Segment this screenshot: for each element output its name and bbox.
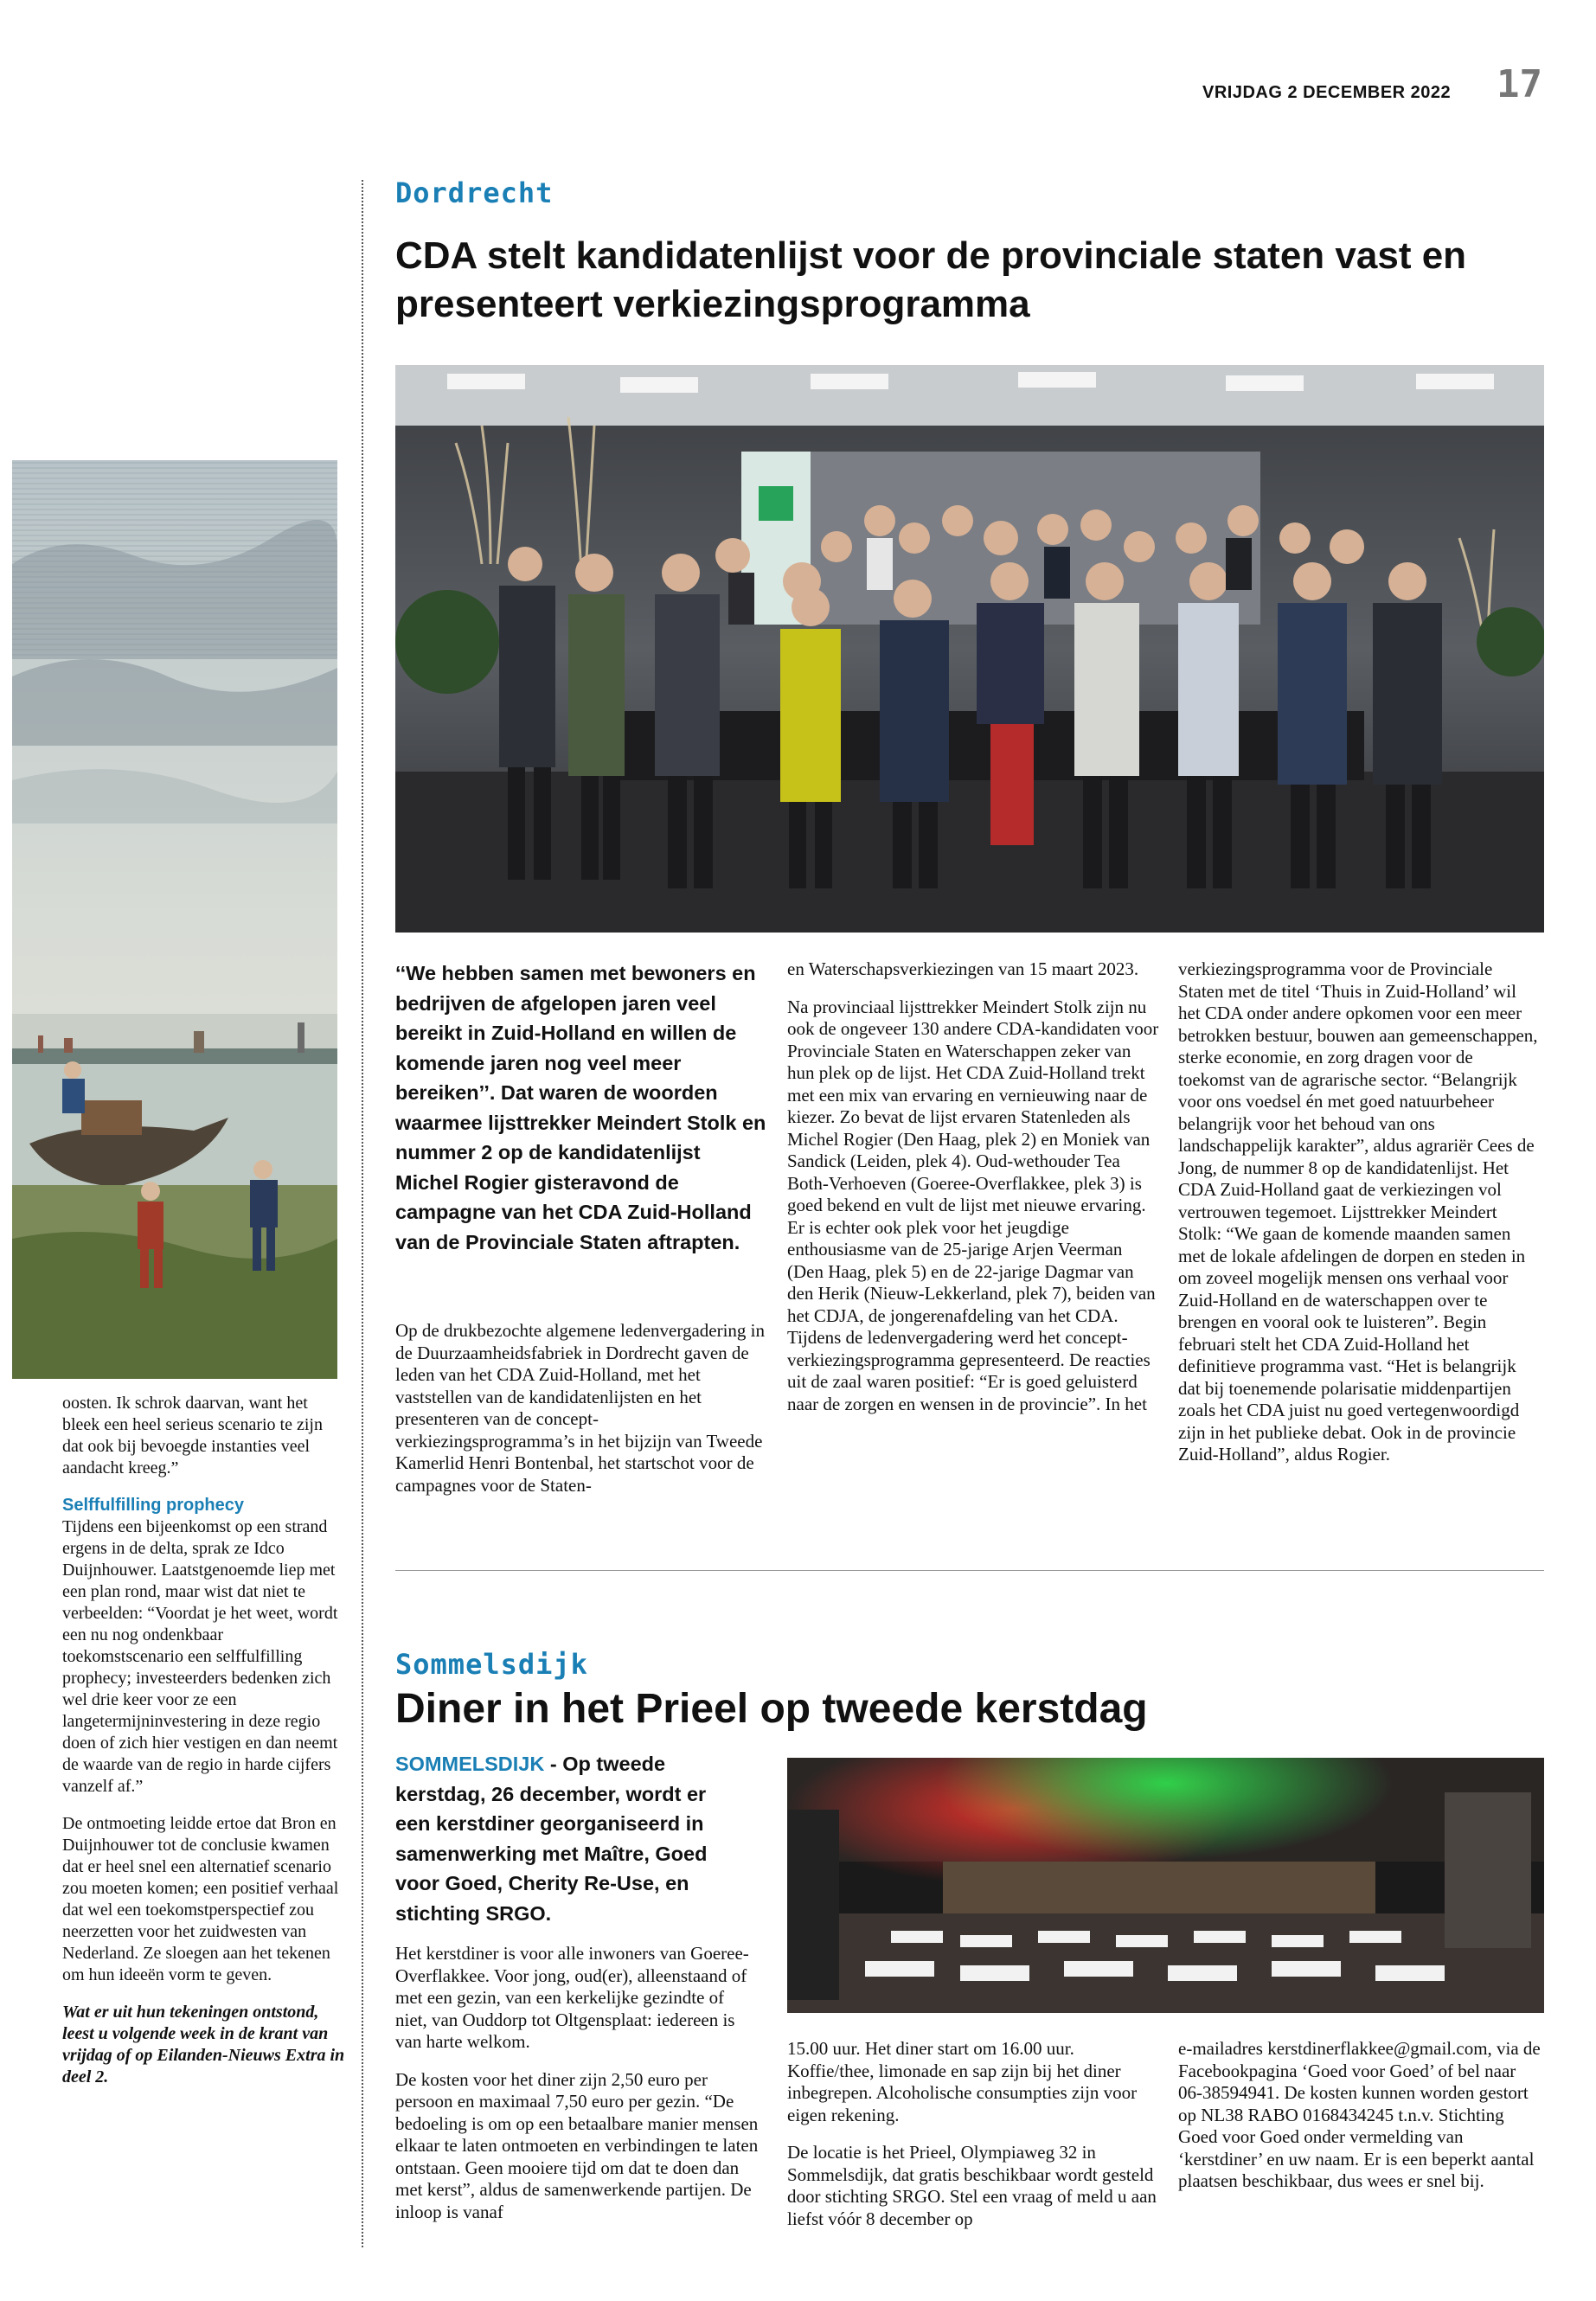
article2-column-1: [395, 1943, 759, 2239]
left-paragraph-3: De ontmoeting leidde ertoe dat Bron en Duijnhouwer tot de conclusie kwamen dat er heel snel een alternatief scenario zou moeten komen; een positief verhaal dat wel een toekomstperspectief zou neerzetten voor het zuidwesten van Nederland. Ze sloegen aan het tekenen om hun ideeën vorm te geven.: [62, 1814, 339, 1984]
article1-column-1: [395, 1320, 767, 1512]
left-illustration: [12, 460, 337, 1379]
article2-lead-text: - Op tweede kerstdag, 26 december, wordt er een kerstdiner georganiseerd in samenwerking met Maître, Goed voor Goed, Cherity Re-Use, en stichting SRGO.: [395, 1753, 708, 1925]
page-number: 17: [1497, 62, 1542, 106]
dining-hall-photo: [787, 1758, 1544, 2013]
article1-headline: CDA stelt kandidatenlijst voor de provinciale staten vast en presenteert verkiezingsprogramma: [395, 234, 1467, 325]
column-divider: [362, 180, 363, 2247]
article1-col2-paragraph-1: en Waterschapsverkiezingen van 15 maart 2023.: [787, 958, 1139, 979]
article-separator: [395, 1570, 1544, 1571]
article2-col1-paragraph-1: Het kerstdiner is voor alle inwoners van Goeree-Overflakkee. Voor jong, oud(er), alleenstaand of met een gezin, van een kerkelijke gezindte of niet, van Ouddorp tot Oltgensplaat: iedereen is van harte welkom.: [395, 1943, 749, 2052]
article2-col2-paragraph-1: 15.00 uur. Het diner start om 16.00 uur. Koffie/thee, limonade en sap zijn bij het diner inbegrepen. Alcoholische consumpties zijn voor eigen rekening.: [787, 2038, 1138, 2125]
article1-kicker: Dordrecht: [395, 176, 554, 209]
article2-lead: [395, 1749, 741, 1928]
left-subhead: Selffulfilling prophecy: [62, 1496, 245, 1515]
left-paragraph-2: Tijdens een bijeenkomst op een strand ergens in de delta, sprak ze Idco Duijnhouwer. Laatstgenoemde liep met een plan rond, maar wist dat niet te verbeelden: “Voordat je het weet, wordt een nu nog ondenkbaar toekomstscenario een selffulfilling prophecy; investeerders bedenken zich wel drie keer voor ze een langetermijninvestering in deze regio doen of zich hier vestigen en dan neemt de waarde van de regio in harde cijfers vanzelf af.”: [62, 1517, 338, 1796]
article1-column-2: [787, 958, 1159, 1431]
article1-col2-paragraph-3: Tijdens de ledenvergadering werd het concept-verkiezingsprogramma gepresenteerd. De reacties uit de zaal waren positief: “Er is goed geluisterd naar de zorgen en wensen in de provincie”. In het: [787, 1327, 1151, 1414]
article1-photo: [395, 365, 1544, 933]
left-closing-note: Wat er uit hun tekeningen ontstond, leest u volgende week in de krant van vrijdag of op Eilanden-Nieuws Extra in deel 2.: [62, 2003, 345, 2086]
article2-column-3: [1178, 2038, 1542, 2208]
left-paragraph-1: oosten. Ik schrok daarvan, want het bleek een heel serieus scenario te zijn dat ook bij bevoegde instanties veel aandacht kreeg.”: [62, 1394, 323, 1477]
article1-col3-paragraph: verkiezingsprogramma voor de Provinciale Staten met de titel ‘Thuis in Zuid-Holland’ wil het CDA onder andere opkomen voor een meer betrokken bestuur, bouwen aan gemeenschappen, sterke economie, en zorg dragen voor de toekomst van de agrarische sector. “Belangrijk voor ons voedsel én met goed natuurbeheer belangrijk voor het behoud van ons landschappelijk karakter”, aldus agrariër Cees de Jong, de nummer 8 op de kandidatenlijst. Het CDA Zuid-Holland gaat de verkiezingen vol vertrouwen tegemoet. Lijsttrekker Meindert Stolk: “We gaan de komende maanden samen met de lokale afdelingen de dorpen en steden in om zoveel mogelijk mensen ons verhaal voor Zuid-Holland en de waterschappen over te brengen en vooral ook te luisteren”. Begin februari stelt het CDA Zuid-Holland het definitieve programma vast. “Het is belangrijk dat bij toenemende polarisatie middenpartijen zoals het CDA juist nu goed vertegenwoordigd zijn in het publieke debat. Ook in de provincie Zuid-Holland”, aldus Rogier.: [1178, 958, 1538, 1465]
article2-column-2: [787, 2038, 1159, 2246]
article2-kicker: Sommelsdijk: [395, 1648, 588, 1681]
article2-col2-paragraph-2: De locatie is het Prieel, Olympiaweg 32 in Sommelsdijk, dat gratis beschikbaar wordt gesteld door stichting SRGO. Stel een vraag of meld u aan liefst vóór 8 december op: [787, 2142, 1157, 2229]
article2-col1-paragraph-2: De kosten voor het diner zijn 2,50 euro per persoon en maximaal 7,50 euro per gezin. “De bedoeling is om op een betaalbare manier mensen elkaar te laten ontmoeten en verbindingen te laten ontstaan. Geen mooiere tijd om dat te doen dan met kerst”, aldus de samenwerkende partijen. De inloop is vanaf: [395, 2068, 759, 2222]
left-column-text: [62, 1393, 348, 2104]
article2-photo: [787, 1758, 1544, 2013]
article2-dateline: SOMMELSDIJK: [395, 1753, 545, 1775]
article2-col3-paragraph: e-mailadres kerstdinerflakkee@gmail.com, via de Facebookpagina ‘Goed voor Goed’ of bel naar 06-38594941. De kosten kunnen worden gestort op NL38 RABO 0168434245 t.n.v. Stichting Goed voor Goed onder vermelding van ‘kerstdiner’ en uw naam. Er is een beperkt aantal plaatsen beschikbaar, dus wees er snel bij.: [1178, 2038, 1541, 2191]
article1-col2-paragraph-2: Na provinciaal lijsttrekker Meindert Stolk zijn nu ook de ongeveer 130 andere CDA-kandidaten voor Provinciale Staten en Waterschappen zeker van hun plek op de lijst. Het CDA Zuid-Holland trekt met een mix van ervaring en vernieuwing naar de kiezer. Zo bevat de lijst ervaren Statenleden als Michel Rogier (Den Haag, plek 2) en Moniek van Sandick (Leiden, plek 4). Oud-wethouder Tea Both-Verhoeven (Goeree-Overflakkee, plek 3) is goed bekend en vult de lijst met nieuwe ervaring. Er is echter ook plek voor het jeugdige enthousiasme van de 25-jarige Arjen Veerman (Den Haag, plek 5) en de 22-jarige Dagmar van den Herik (Nieuw-Lekkerland, plek 7), beiden van het CDJA, de jongerenafdeling van het CDA.: [787, 996, 1159, 1326]
article1-column-3: [1178, 958, 1542, 1482]
engraving-image: [12, 460, 337, 1379]
article2-headline: Diner in het Prieel op tweede kerstdag: [395, 1686, 1148, 1732]
article1-col1-paragraph: Op de drukbezochte algemene ledenvergadering in de Duurzaamheidsfabriek in Dordrecht gaven de leden van het CDA Zuid-Holland, met het vaststellen van de kandidatenlijsten en het presenteren van de concept-verkiezingsprogramma’s in het bijzijn van Tweede Kamerlid Henri Bontenbal, het startschot voor de campagnes voor de Staten-: [395, 1320, 766, 1496]
article1-lead: ‘‘We hebben samen met bewoners en bedrijven de afgelopen jaren veel bereikt in Zuid-Holland en willen de komende jaren nog veel meer bereiken’’. Dat waren de woorden waarmee lijsttrekker Meindert Stolk en nummer 2 op de kandidatenlijst Michel Rogier gisteravond de campagne van het CDA Zuid-Holland van de Provinciale Staten aftrapten.: [395, 962, 766, 1253]
group-photo: [395, 365, 1544, 933]
issue-date: VRIJDAG 2 DECEMBER 2022: [1202, 83, 1452, 102]
